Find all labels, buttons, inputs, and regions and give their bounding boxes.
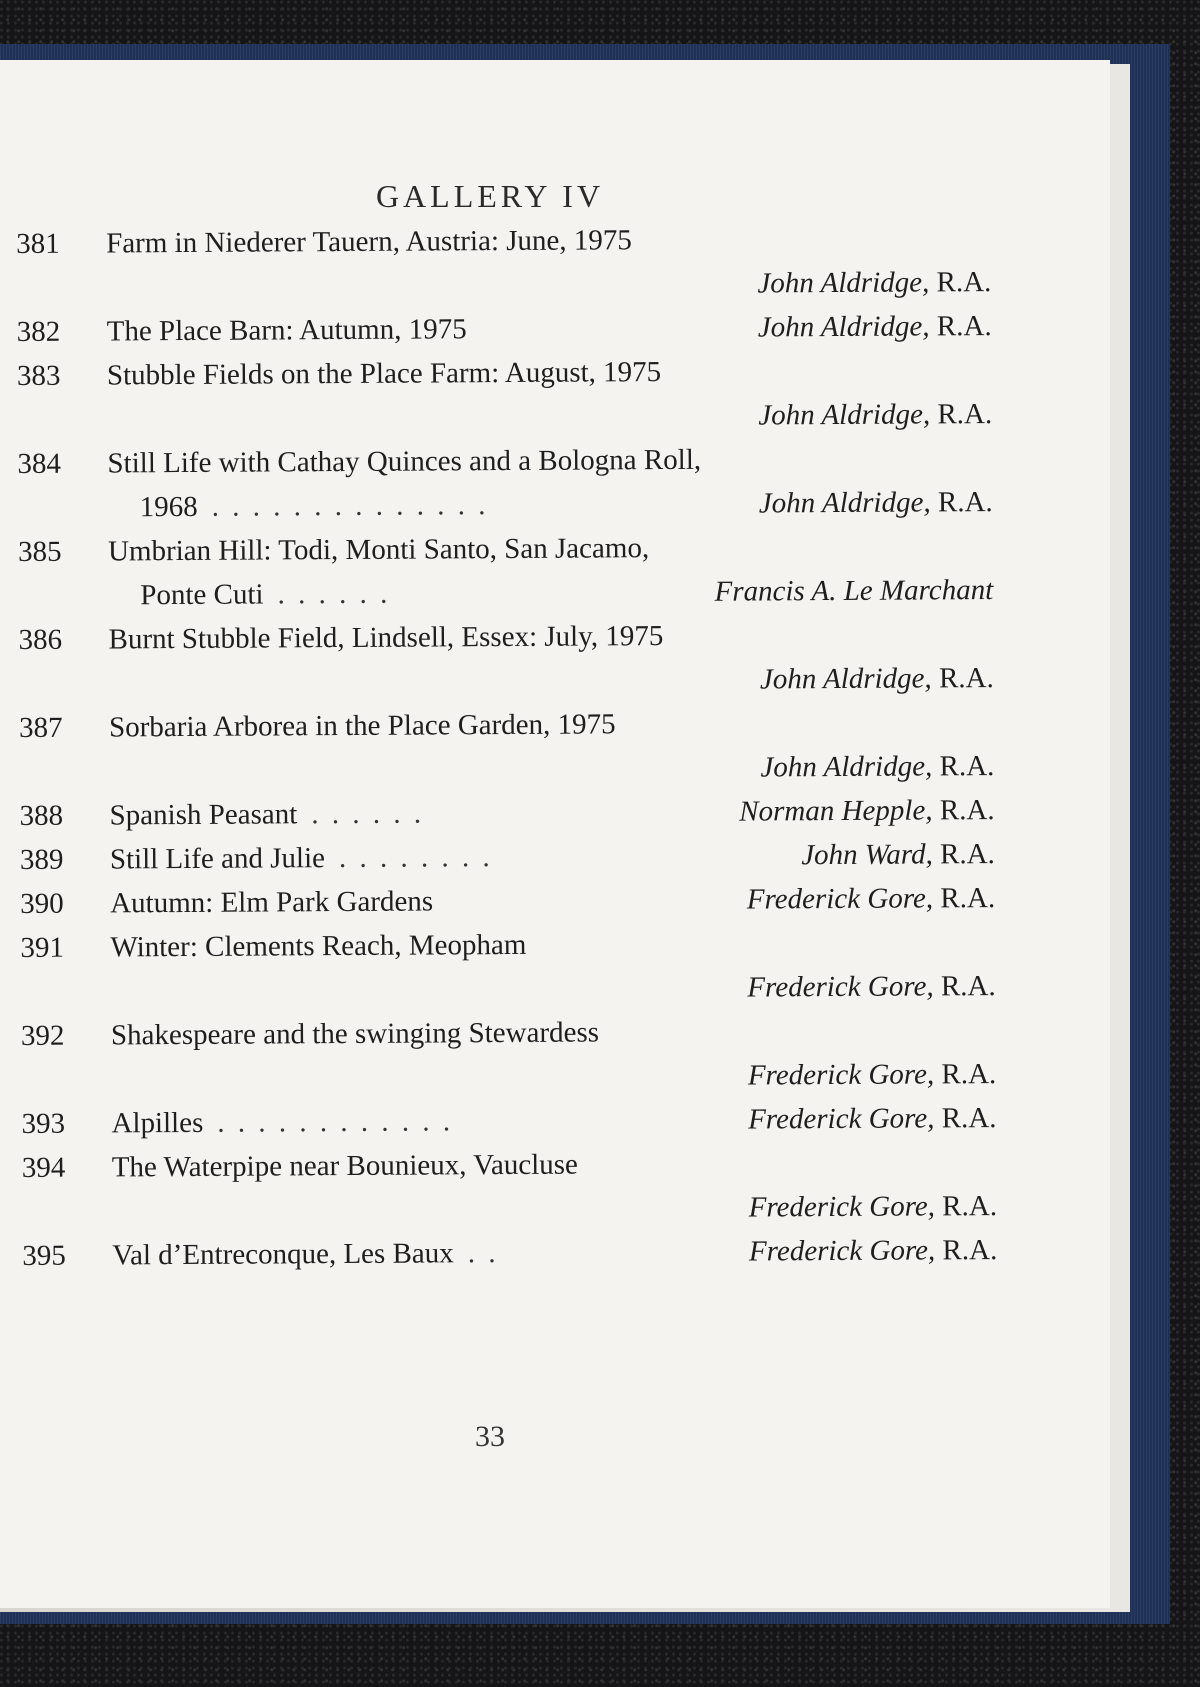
spacer — [22, 1217, 749, 1221]
artist-name: Francis A. Le Marchant — [714, 574, 994, 608]
catalogue-entry — [22, 1140, 998, 1234]
entry-line — [19, 744, 994, 794]
catalogue-entry — [18, 524, 994, 618]
artist-name: John Aldridge, — [757, 310, 930, 344]
catalogue-entry — [19, 700, 995, 794]
catalogue-entry — [18, 612, 994, 706]
entry-line — [22, 1140, 997, 1190]
entry-line — [16, 216, 991, 266]
catalogue-entry — [17, 436, 993, 530]
entry-line — [16, 260, 991, 310]
catalogue-entry — [19, 788, 994, 838]
artist-suffix: R.A. — [940, 970, 996, 1003]
entry-title: Val d’Entreconque, Les Baux — [112, 1237, 454, 1272]
catalogue-entry — [22, 1228, 997, 1278]
entry-artist — [739, 788, 995, 834]
entry-artist — [760, 744, 994, 789]
artist-suffix: R.A. — [939, 750, 995, 783]
entry-line — [21, 1008, 996, 1058]
entry-line — [19, 788, 994, 838]
entry-line — [18, 568, 993, 618]
entry-number: 383 — [16, 359, 61, 392]
entry-line — [17, 392, 992, 442]
artist-suffix: R.A. — [941, 1102, 997, 1135]
entry-artist — [714, 568, 993, 614]
spacer — [19, 776, 760, 781]
artist-suffix: R.A. — [936, 310, 992, 343]
entry-line — [19, 656, 994, 706]
leader-dots: . . . . . . — [311, 797, 425, 831]
entry-number: 385 — [17, 535, 62, 568]
entry-artist — [747, 964, 996, 1010]
entry-artist — [760, 656, 994, 701]
catalogue-entry — [17, 348, 993, 442]
catalogue-entry — [20, 920, 996, 1014]
artist-name: Frederick Gore, — [748, 1234, 936, 1268]
entry-line — [19, 700, 994, 750]
entry-number: 393 — [21, 1107, 66, 1140]
artist-suffix: R.A. — [937, 486, 993, 519]
entry-artist — [749, 1184, 998, 1230]
entry-title: Burnt Stubble Field, Lindsell, Essex: July, 1975 — [108, 620, 664, 656]
entry-title: Farm in Niederer Tauern, Austria: June, 1975 — [106, 224, 632, 260]
entry-artist — [757, 260, 991, 305]
artist-name: Frederick Gore, — [748, 1190, 936, 1224]
artist-name: Frederick Gore, — [747, 970, 934, 1004]
spacer — [19, 688, 760, 693]
leader-dots: . . . . . . . . . . . . — [217, 1105, 454, 1139]
entry-line — [21, 1096, 996, 1146]
artist-suffix: R.A. — [937, 398, 993, 431]
spacer — [16, 292, 757, 297]
artist-suffix: R.A. — [940, 882, 996, 915]
entry-title-continued: Ponte Cuti — [140, 578, 264, 612]
catalogue-entry — [21, 1096, 996, 1146]
artist-name: John Aldridge, — [759, 662, 932, 696]
entry-artist — [749, 1228, 998, 1274]
entry-title: Winter: Clements Reach, Meopham — [110, 928, 527, 964]
entry-line — [20, 832, 995, 882]
entry-artist — [758, 392, 992, 437]
artist-name: Norman Hepple, — [739, 794, 933, 828]
entry-line — [17, 436, 992, 486]
page-number: 33 — [475, 1420, 505, 1453]
entry-list — [16, 216, 997, 1278]
artist-name: Frederick Gore, — [746, 882, 934, 916]
entry-number: 386 — [18, 623, 63, 656]
entry-line — [21, 964, 996, 1014]
leader-dots: . . . . . . — [277, 577, 391, 611]
artist-suffix: R.A. — [941, 1058, 997, 1091]
entry-line — [17, 304, 992, 354]
artist-name: John Aldridge, — [758, 486, 931, 520]
entry-title: Umbrian Hill: Todi, Monti Santo, San Jacamo, — [107, 532, 650, 568]
catalogue-entry — [17, 304, 992, 354]
entry-line — [18, 612, 993, 662]
entry-number: 382 — [16, 315, 61, 348]
leader-dots: . . . . . . . . . . . . . . — [211, 489, 489, 523]
entry-title: Sorbaria Arborea in the Place Garden, 1975 — [108, 708, 616, 744]
artist-name: John Aldridge, — [757, 266, 930, 300]
entry-line — [22, 1228, 997, 1278]
entry-number-gap — [18, 604, 108, 605]
artist-suffix: R.A. — [942, 1190, 998, 1223]
entry-number: 381 — [16, 227, 60, 260]
entry-number: 384 — [17, 447, 62, 480]
entry-artist — [747, 876, 996, 922]
catalogue-entry — [16, 216, 992, 310]
spacer — [21, 1085, 748, 1089]
entry-title: The Place Barn: Autumn, 1975 — [106, 313, 467, 348]
entry-line — [17, 348, 992, 398]
entry-line — [18, 524, 993, 574]
entry-line — [21, 1052, 996, 1102]
entry-number: 388 — [19, 799, 64, 832]
entry-line — [20, 920, 995, 970]
entry-artist — [748, 1052, 997, 1098]
entry-number: 389 — [19, 843, 64, 876]
entry-title: Still Life and Julie — [109, 842, 326, 876]
entry-title: Still Life with Cathay Quinces and a Bologna Roll, — [107, 443, 702, 480]
entry-title: The Waterpipe near Bounieux, Vaucluse — [111, 1148, 578, 1184]
artist-suffix: R.A. — [942, 1234, 998, 1267]
entry-title: Stubble Fields on the Place Farm: August, 1975 — [106, 356, 662, 392]
entry-line — [20, 876, 995, 926]
entry-artist — [759, 480, 993, 525]
gallery-heading: GALLERY IV — [375, 178, 605, 214]
leader-dots: . . . . . . . . — [338, 841, 493, 875]
entry-number-gap — [18, 516, 108, 517]
entry-number: 390 — [20, 887, 64, 920]
catalogue-entry — [20, 876, 995, 926]
entry-title-continued: 1968 — [139, 490, 198, 524]
catalogue-entry — [21, 1008, 997, 1102]
spacer — [17, 424, 758, 429]
entry-title: Shakespeare and the swinging Stewardess — [110, 1016, 600, 1052]
entry-line — [22, 1184, 997, 1234]
spacer — [21, 997, 748, 1001]
entry-line — [18, 480, 993, 530]
catalogue-entry — [20, 832, 995, 882]
leader-dots: . . — [467, 1237, 499, 1270]
entry-number: 394 — [21, 1151, 66, 1184]
artist-suffix: R.A. — [936, 266, 992, 299]
entry-artist — [748, 1096, 997, 1142]
entry-number: 395 — [22, 1239, 66, 1272]
artist-name: Frederick Gore, — [748, 1102, 935, 1136]
entry-title: Spanish Peasant — [109, 798, 298, 832]
spacer — [433, 909, 747, 911]
artist-name: John Ward, — [801, 838, 933, 872]
entry-number: 387 — [18, 711, 63, 744]
entry-number: 391 — [20, 931, 65, 964]
artist-suffix: R.A. — [939, 794, 995, 827]
entry-artist — [801, 832, 995, 877]
artist-name: Frederick Gore, — [747, 1058, 935, 1092]
entry-title: Alpilles — [111, 1106, 204, 1140]
artist-name: John Aldridge, — [760, 750, 933, 784]
entry-artist — [758, 304, 992, 349]
entry-number: 392 — [20, 1019, 65, 1052]
entry-title: Autumn: Elm Park Gardens — [110, 885, 434, 920]
artist-suffix: R.A. — [938, 662, 994, 695]
artist-suffix: R.A. — [939, 838, 995, 871]
artist-name: John Aldridge, — [758, 398, 931, 432]
spacer — [467, 336, 758, 338]
